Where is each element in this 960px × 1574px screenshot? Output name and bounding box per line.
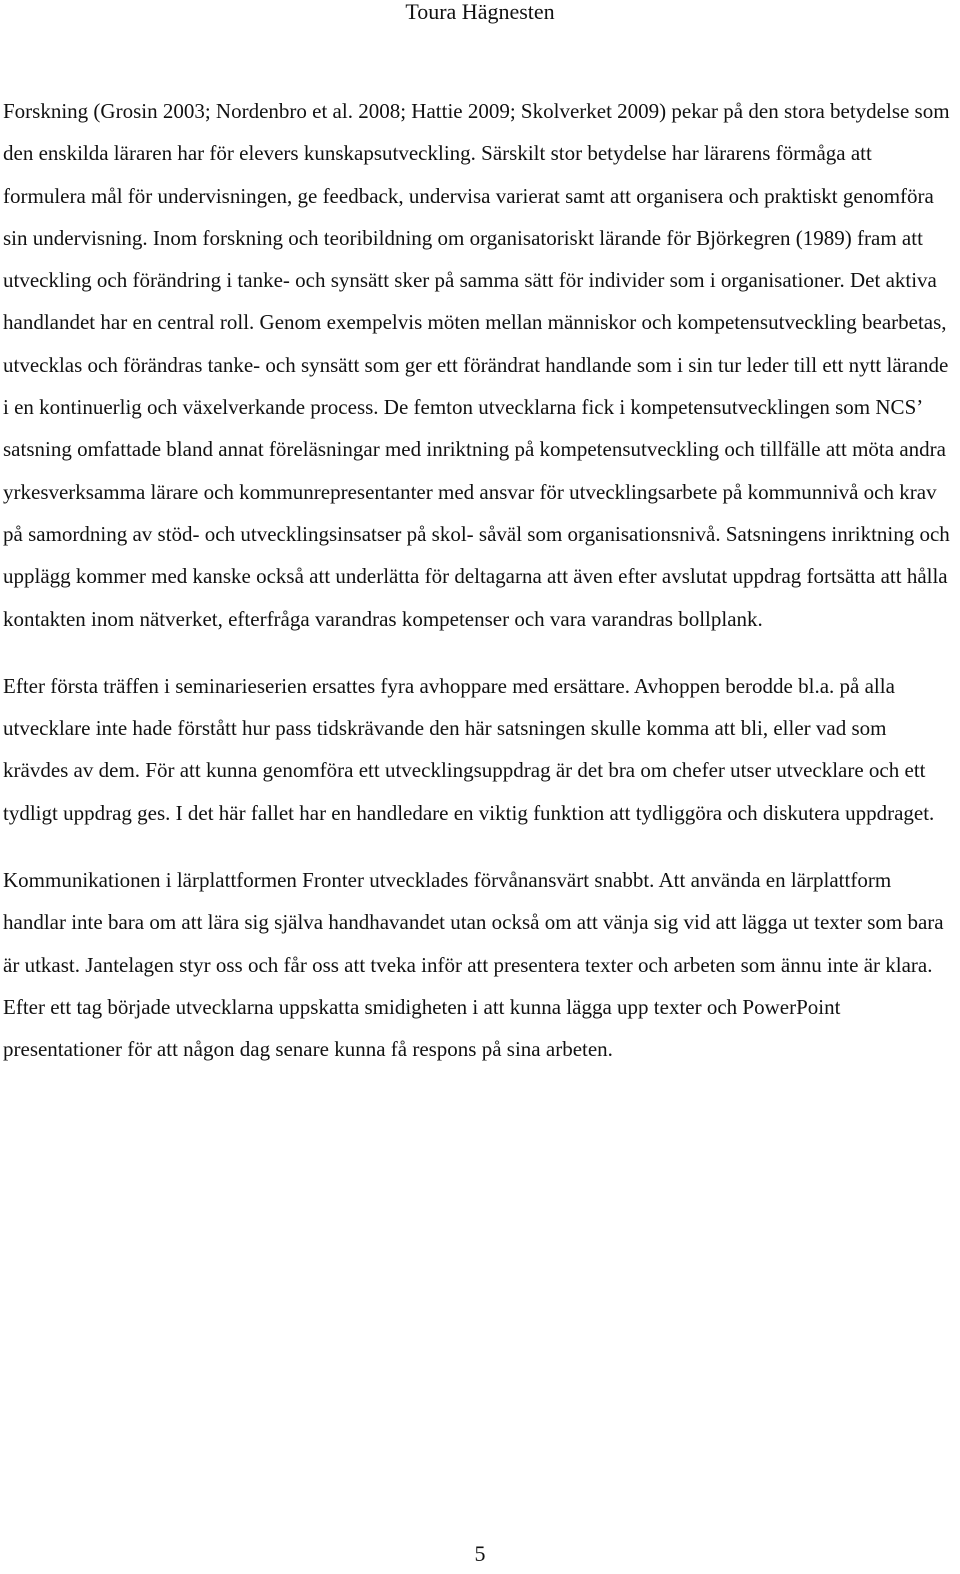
page-number: 5 [474,1541,486,1566]
body-text [3,90,955,1096]
paragraph-communication: Kommunikationen i lärplattformen Fronter utvecklades förvånansvärt snabbt. Att använda en lärplattform handlar inte bara om att lära sig själva handhavandet utan också om att vänja sig vid att lägga ut texter som bara är utkast. Jantelagen styr oss och får oss att tveka inför att presentera texter och arbeten som ännu inte är klara. Efter ett tag började utvecklarna uppskatta smidigheten i att kunna lägga upp texter och PowerPoint presentationer för att någon dag senare kunna få respons på sina arbeten. [3,868,944,1062]
running-header-author: Toura Hägnesten [405,0,555,24]
paragraph-dropouts: Efter första träffen i seminarieserien ersattes fyra avhoppare med ersättare. Avhoppen berodde bl.a. på alla utvecklare inte hade förstått hur pass tidskrävande den här satsningen skulle komma att bli, eller vad som krävdes av dem. För att kunna genomföra ett utvecklingsuppdrag är det bra om chefer utser utvecklare och ett tydligt uppdrag ges. I det här fallet har en handledare en viktig funktion att tydliggöra och diskutera uppdraget. [3,673,935,825]
paragraph-research: Forskning (Grosin 2003; Nordenbro et al. 2008; Hattie 2009; Skolverket 2009) pekar på den stora betydelse som den enskilda läraren har för elevers kunskapsutveckling. Särskilt stor betydelse har lärarens förmåga att formulera mål för undervisningen, ge feedback, undervisa varierat samt att organisera och praktiskt genomföra sin undervisning. Inom forskning och teoribildning om organisatoriskt lärande för Björkegren (1989) fram att utveckling och förändring i tanke- och synsätt sker på samma sätt för individer som i organisationer. Det aktiva handlandet har en central roll. Genom exempelvis möten mellan människor och kompetensutveckling bearbetas, utvecklas och förändras tanke- och synsätt som ger ett förändrat handlande som i sin tur leder till ett nytt lärande i en kontinuerlig och växelverkande process. De femton utvecklarna fick i kompetensutvecklingen som NCS’ satsning omfattade bland annat föreläsningar med inriktning på kompetensutveckling och tillfälle att möta andra yrkesverksamma lärare och kommunrepresentanter med ansvar för utvecklingsarbete på kommunnivå och krav på samordning av stöd- och utvecklingsinsatser på skol- såväl som organisationsnivå. Satsningens inriktning och upplägg kommer med kanske också att underlätta för deltagarna att även efter avslutat uppdrag fortsätta att hålla kontakten inom nätverket, efterfråga varandras kompetenser och vara varandras bollplank. [3,99,950,631]
